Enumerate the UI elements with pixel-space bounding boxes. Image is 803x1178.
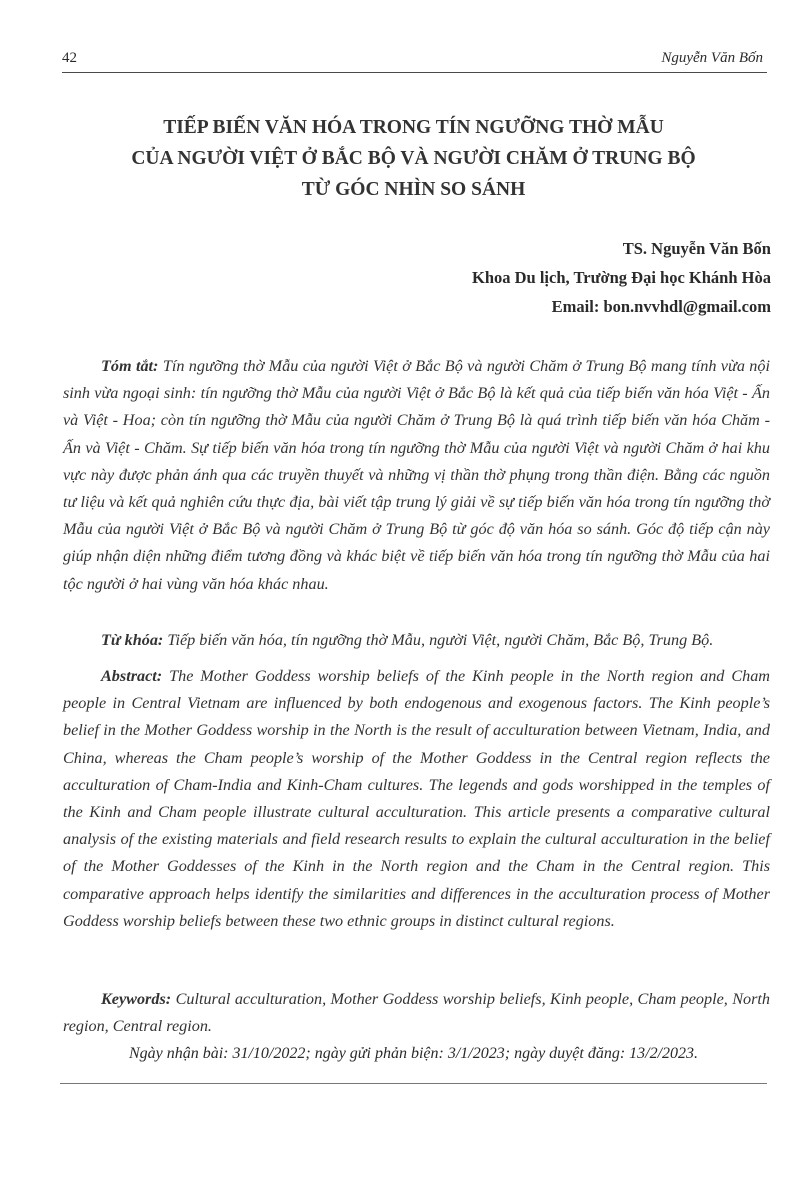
author-email: Email: bon.nvvhdl@gmail.com — [551, 297, 771, 316]
title-line-1: TIẾP BIẾN VĂN HÓA TRONG TÍN NGƯỠNG THỜ MẪU — [163, 117, 664, 138]
english-keywords — [63, 986, 770, 1040]
running-header-author: Nguyễn Văn Bốn — [661, 50, 763, 66]
author-name: TS. Nguyễn Văn Bốn — [622, 239, 771, 258]
submission-dates: Ngày nhận bài: 31/10/2022; ngày gửi phản biện: 3/1/2023; ngày duyệt đăng: 13/2/2023. — [128, 1045, 699, 1062]
en-keywords-label: Keywords: — [101, 990, 172, 1008]
vn-abstract-text: Tín ngưỡng thờ Mẫu của người Việt ở Bắc Bộ và người Chăm ở Trung Bộ mang tính vừa nội sinh vừa ngoại sinh: tín ngưỡng thờ Mẫu của người Việt ở Bắc Bộ là kết quả của tiếp biến văn hóa Việt - Ấn và Việt - Hoa; còn tín ngưỡng thờ Mẫu của người Chăm ở Trung Bộ là quá trình tiếp biến văn hóa Chăm - Ấn và Việt - Chăm. Sự tiếp biến văn hóa trong tín ngưỡng thờ Mẫu của người Việt và người Chăm ở hai khu vực này được phản ánh qua các truyền thuyết và những vị thần thờ phụng trong thần điện. Bằng các nguồn tư liệu và kết quả nghiên cứu thực địa, bài viết tập trung lý giải về sự tiếp biến văn hóa trong tín ngưỡng thờ Mẫu của người Việt ở Bắc Bộ và người Chăm ở Trung Bộ từ góc độ văn hóa so sánh. Góc độ tiếp cận này giúp nhận diện những điểm tương đồng và khác biệt về tiếp biến văn hóa trong tín ngưỡng thờ Mẫu của hai tộc người ở hai vùng văn hóa khác nhau. — [63, 357, 770, 593]
author-info — [251, 234, 771, 321]
vn-abstract-label: Tóm tắt: — [101, 357, 159, 375]
title-line-2: CỦA NGƯỜI VIỆT Ở BẮC BỘ VÀ NGƯỜI CHĂM Ở TRUNG BỘ — [131, 148, 696, 169]
footer-divider — [60, 1083, 767, 1084]
en-abstract-text: The Mother Goddess worship beliefs of the Kinh people in the North region and Cham people in Central Vietnam are influenced by both endogenous and exogenous factors. The Kinh people’s belief in the Mother Goddess worship in the North is the result of acculturation between Vietnam, India, and China, whereas the Cham people’s worship of the Mother Goddess in the Central region reflects the acculturation of Cham-India and Kinh-Cham cultures. The legends and gods worshipped in the temples of the Kinh and Cham people illustrate cultural acculturation. This article presents a comparative cultural analysis of the existing materials and field research results to explain the cultural acculturation in the belief of the Mother Goddesses of the Kinh in the North region and the Cham in the Central region. This comparative approach helps identify the similarities and differences in the acculturation process of Mother Goddess worship beliefs between these two ethnic groups in distinct cultural regions. — [63, 667, 770, 930]
en-abstract-label: Abstract: — [101, 667, 163, 685]
vietnamese-keywords — [63, 627, 770, 654]
page-number: 42 — [62, 50, 77, 66]
vn-keywords-text: Tiếp biến văn hóa, tín ngưỡng thờ Mẫu, người Việt, người Chăm, Bắc Bộ, Trung Bộ. — [167, 631, 714, 649]
author-affiliation: Khoa Du lịch, Trường Đại học Khánh Hòa — [472, 268, 771, 287]
vietnamese-abstract — [63, 353, 770, 598]
title-line-3: TỪ GÓC NHÌN SO SÁNH — [301, 179, 526, 200]
en-keywords-text: Cultural acculturation, Mother Goddess worship beliefs, Kinh people, Cham people, North region, Central region. — [63, 990, 771, 1036]
running-header — [62, 48, 767, 73]
vn-keywords-label: Từ khóa: — [101, 631, 164, 649]
english-abstract — [63, 663, 770, 935]
article-title — [60, 112, 767, 205]
